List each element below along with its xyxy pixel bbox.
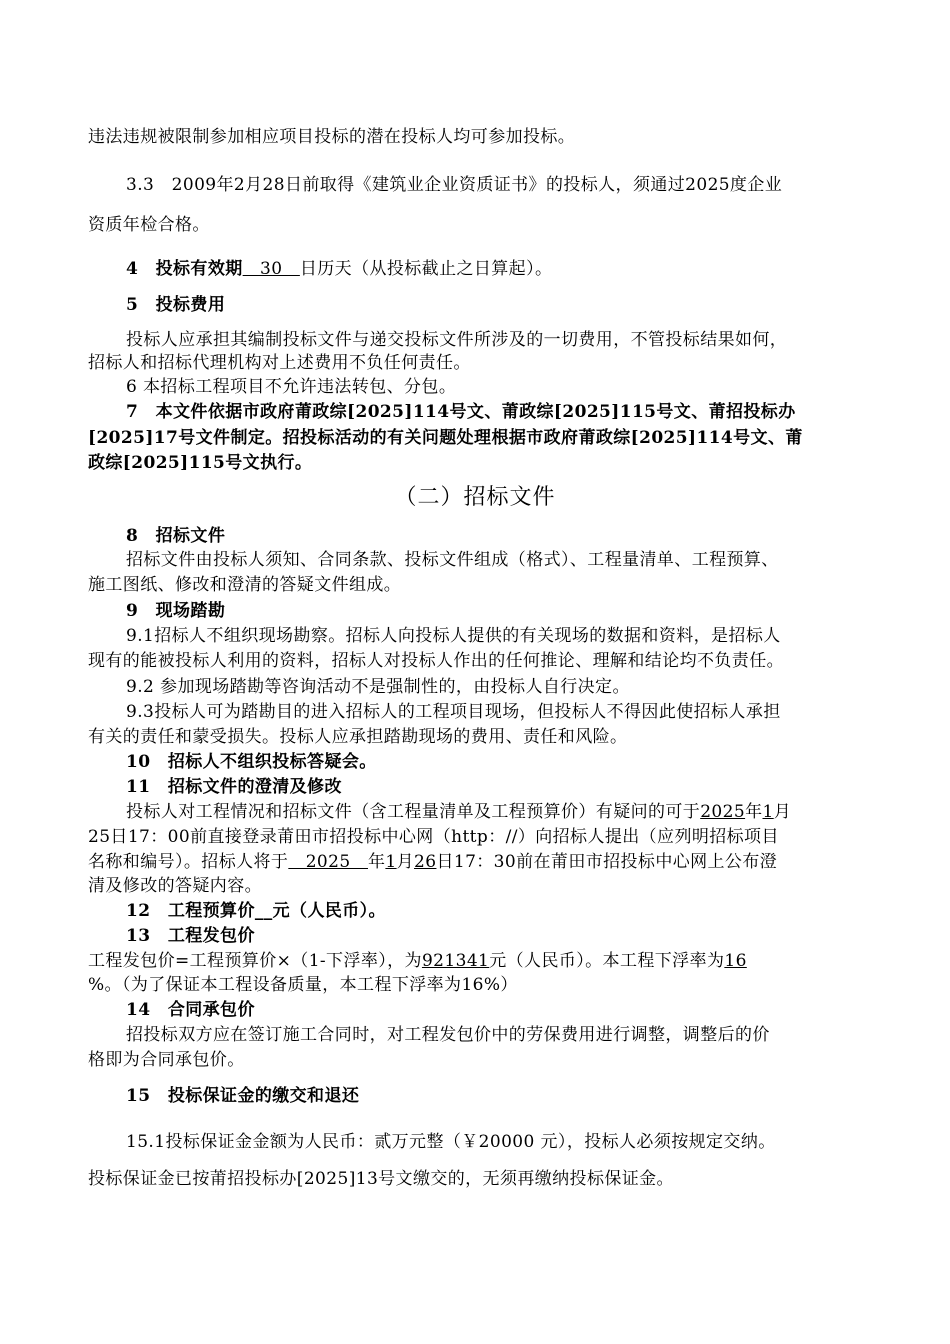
paragraph-line: 招标人和招标代理机构对上述费用不负任何责任。 — [88, 353, 471, 373]
heading-site-visit: 9 现场踏勘 — [126, 601, 226, 621]
year-label: 年 — [745, 802, 763, 822]
paragraph-line: 施工图纸、修改和澄清的答疑文件组成。 — [88, 575, 402, 595]
clause-12-budget: 12 工程预算价__元（人民币）。 — [126, 901, 386, 921]
clause-4 — [126, 258, 858, 280]
clause-4-tail: 日历天（从投标截止之日算起）。 — [299, 259, 553, 279]
contract-price-line — [88, 950, 858, 972]
paragraph-line: 违法违规被限制参加相应项目投标的潜在投标人均可参加投标。 — [88, 127, 576, 147]
answer-tail: 日17：30前在莆田市招投标中心网上公布澄 — [436, 852, 778, 872]
paragraph-line: 格即为合同承包价。 — [88, 1050, 245, 1070]
paragraph-line: 招投标双方应在签订施工合同时，对工程发包价中的劳保费用进行调整，调整后的价 — [126, 1025, 770, 1045]
paragraph-line: 现有的能被投标人利用的资料，招标人对投标人作出的任何推论、理解和结论均不负责任。 — [88, 651, 784, 671]
clause-7-cont: [2025]17号文件制定。招投标活动的有关问题处理根据市政府莆政综[2025]114号文、莆 — [88, 428, 803, 448]
clarification-text: 投标人对工程情况和招标文件（含工程量清单及工程预算价）有疑问的可于 — [126, 802, 701, 822]
clarification-line — [126, 801, 858, 823]
clause-9-3: 9.3投标人可为踏勘目的进入招标人的工程项目现场，但投标人不得因此使招标人承担 — [126, 702, 781, 722]
paragraph-line: 有关的责任和蒙受损失。投标人应承担踏勘现场的费用、责任和风险。 — [88, 727, 628, 747]
answer-month: 1 — [385, 852, 397, 872]
answer-date-line — [88, 851, 858, 873]
heading-clarification: 11 招标文件的澄清及修改 — [126, 777, 342, 797]
answer-text: 名称和编号）。招标人将于 — [88, 852, 289, 872]
price-formula: 工程发包价=工程预算价×（1-下浮率），为 — [88, 951, 422, 971]
paragraph-line: 资质年检合格。 — [88, 215, 210, 235]
question-month: 1 — [762, 802, 774, 822]
paragraph-line: 投标保证金已按莆招投标办[2025]13号文缴交的，无须再缴纳投标保证金。 — [88, 1169, 674, 1189]
clause-6: 6 本招标工程项目不允许违法转包、分包。 — [126, 377, 457, 397]
paragraph-line: 招标文件由投标人须知、合同条款、投标文件组成（格式）、工程量清单、工程预算、 — [126, 550, 779, 570]
price-text: 元（人民币）。本工程下浮率为 — [489, 951, 725, 971]
paragraph-line: 投标人应承担其编制投标文件与递交投标文件所涉及的一切费用，不管投标结果如何， — [126, 330, 788, 350]
clause-9-1: 9.1招标人不组织现场勘察。招标人向投标人提供的有关现场的数据和资料，是招标人 — [126, 626, 781, 646]
clause-3-3: 3.3 2009年2月28日前取得《建筑业企业资质证书》的投标人，须通过2025度企业 — [126, 175, 783, 195]
heading-tender-documents: 8 招标文件 — [126, 526, 226, 546]
paragraph-line: %。（为了保证本工程设备质量，本工程下浮率为16%） — [88, 975, 518, 995]
clause-10: 10 招标人不组织投标答疑会。 — [126, 752, 377, 772]
clause-7: 7 本文件依据市政府莆政综[2025]114号文、莆政综[2025]115号文、莆招投标办 — [126, 402, 796, 422]
clause-15-1: 15.1投标保证金金额为人民币：贰万元整（￥20000 元），投标人必须按规定交纳。 — [126, 1132, 776, 1152]
clause-4-text: 4 投标有效期 — [126, 259, 243, 279]
month-label: 月 — [396, 852, 415, 872]
answer-year: 2025 — [288, 852, 368, 872]
heading-bid-bond: 15 投标保证金的缴交和退还 — [126, 1086, 360, 1106]
year-label: 年 — [367, 852, 386, 872]
paragraph-line: 25日17：00前直接登录莆田市招投标中心网（http：//）向招标人提出（应列明招标项目 — [88, 827, 779, 847]
contract-price-value: 921341 — [421, 951, 490, 971]
paragraph-line: 清及修改的答疑内容。 — [88, 876, 262, 896]
question-year: 2025 — [700, 802, 746, 822]
section-title: （二）招标文件 — [394, 485, 556, 510]
heading-contract-amount: 14 合同承包价 — [126, 1000, 255, 1020]
answer-day: 26 — [414, 852, 437, 872]
month-label: 月 — [773, 802, 792, 822]
discount-rate-value: 16 — [724, 951, 747, 971]
heading-contract-price: 13 工程发包价 — [126, 926, 255, 946]
heading-bid-costs: 5 投标费用 — [126, 295, 226, 315]
clause-9-2: 9.2 参加现场踏勘等咨询活动不是强制性的，由投标人自行决定。 — [126, 677, 630, 697]
validity-days: 30 — [242, 259, 300, 279]
clause-7-cont: 政综[2025]115号文执行。 — [88, 453, 313, 473]
